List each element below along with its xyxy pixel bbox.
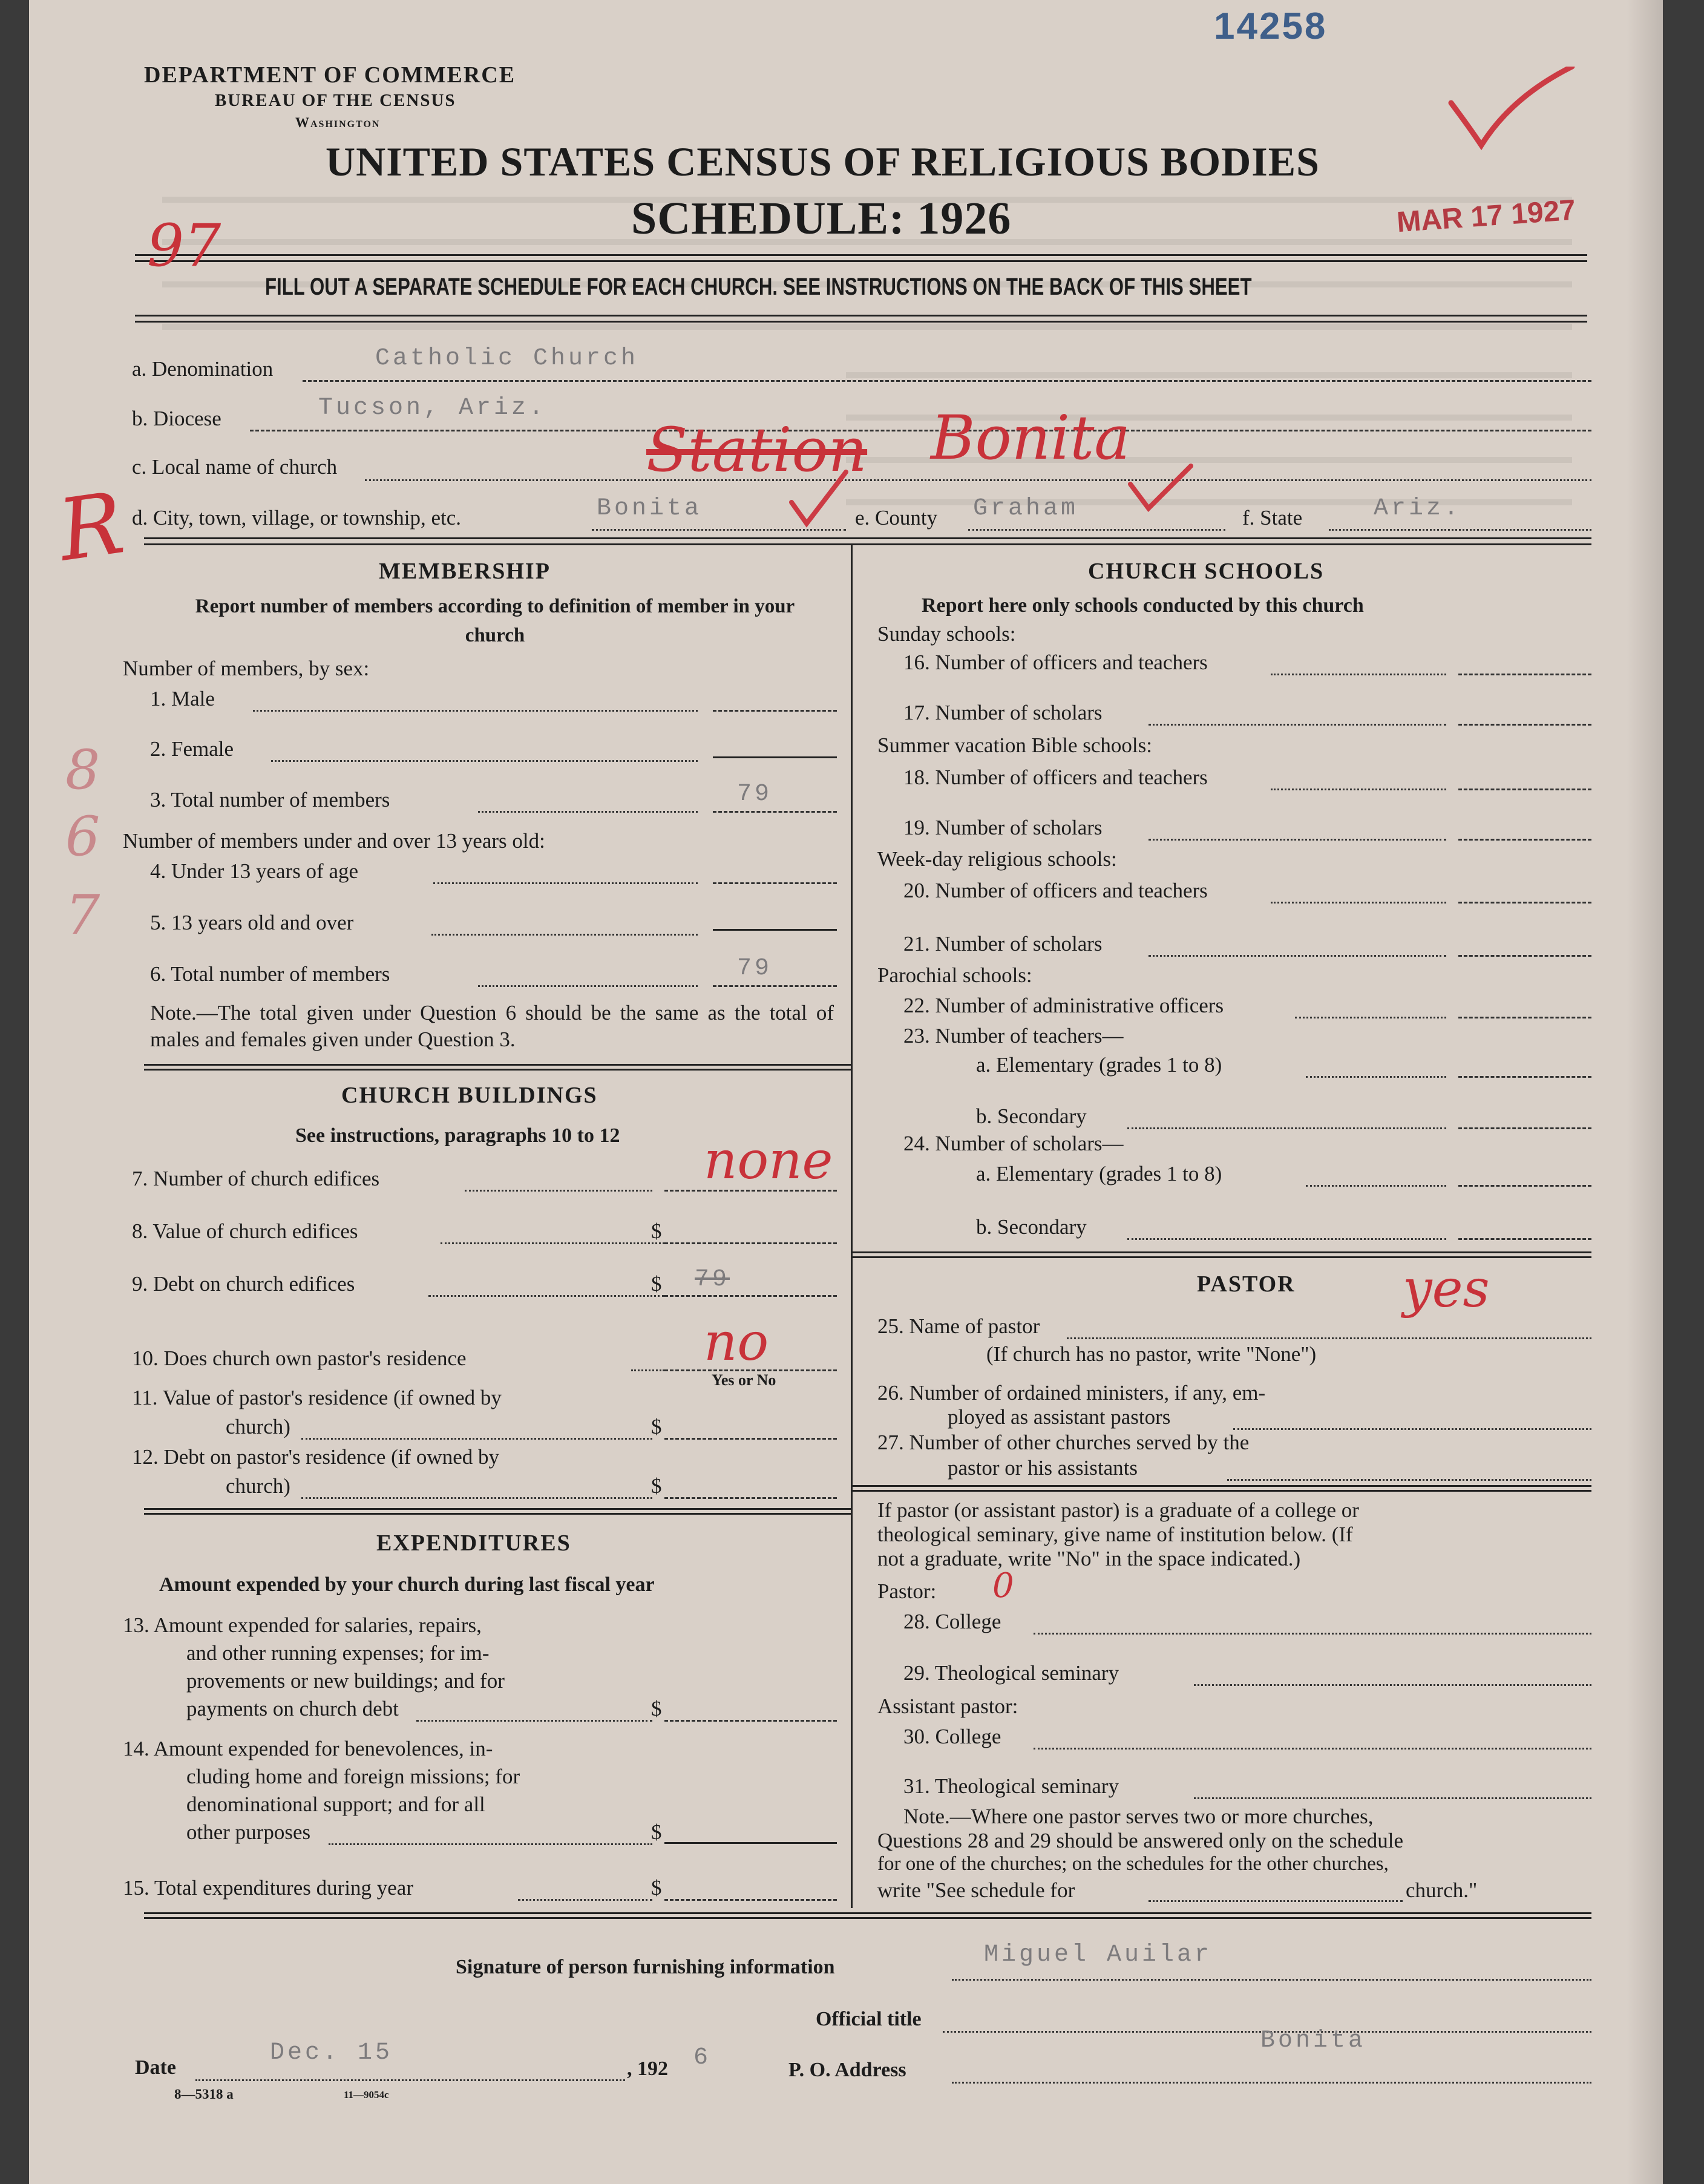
q12-debt-residence-label: 12. Debt on pastor's residence (if owned by	[132, 1445, 499, 1469]
q11-church-label: church)	[226, 1415, 290, 1438]
q23-label: 23. Number of teachers—	[903, 1024, 1124, 1048]
q9-debt-label: 9. Debt on church edifices	[132, 1272, 355, 1296]
members-by-age-label: Number of members under and over 13 years old:	[123, 829, 545, 853]
q17-label: 17. Number of scholars	[903, 701, 1103, 724]
bleed-through-texture	[29, 0, 1663, 2184]
q3-total-label: 3. Total number of members	[150, 788, 390, 812]
po-address-label: P. O. Address	[788, 2059, 906, 2081]
q10-residence-label: 10. Does church own pastor's residence	[132, 1346, 467, 1370]
q8-dollar: $	[651, 1219, 662, 1243]
margin-digit-1: 8	[65, 738, 100, 802]
q30-label: 30. College	[903, 1725, 1001, 1748]
q7-edifices-label: 7. Number of church edifices	[132, 1167, 380, 1190]
members-by-sex-label: Number of members, by sex:	[123, 657, 370, 680]
membership-intro: Report number of members according to definition of member in your church	[195, 595, 795, 646]
q20-label: 20. Number of officers and teachers	[903, 879, 1208, 902]
q15-dollar: $	[651, 1876, 662, 1900]
state-value: Ariz.	[1374, 495, 1462, 522]
parochial-schools-label: Parochial schools:	[877, 963, 1032, 987]
q24a-label: a. Elementary (grades 1 to 8)	[976, 1162, 1222, 1185]
q13-line-2: and other running expenses; for im-	[186, 1641, 490, 1665]
q25-label: 25. Name of pastor	[877, 1314, 1040, 1338]
q7-edifices-value: none	[704, 1130, 833, 1191]
red-check-mark-local	[785, 466, 852, 533]
diocese-label: b. Diocese	[132, 407, 221, 430]
margin-number-annotation: 97	[147, 212, 221, 280]
denomination-label: a. Denomination	[132, 357, 274, 381]
date-label: Date	[135, 2056, 176, 2079]
pastor-subheading: Pastor:	[877, 1579, 937, 1603]
membership-note: Note.—The total given under Question 6 should be the same as the total of males and females given under Question 3.	[150, 1001, 834, 1051]
pastor-note-line-4: write "See schedule for	[877, 1878, 1075, 1902]
pastor-note-line-1: Note.—Where one pastor serves two or more churches,	[903, 1805, 1374, 1828]
graduate-note-line-2: theological seminary, give name of institution below. (If	[877, 1523, 1353, 1546]
q4-under-13-label: 4. Under 13 years of age	[150, 859, 359, 883]
q13-line-3: provements or new buildings; and for	[186, 1669, 505, 1693]
q6-total-label: 6. Total number of members	[150, 962, 390, 986]
q10-yes-no-hint: Yes or No	[712, 1371, 776, 1389]
q11-dollar: $	[651, 1415, 662, 1438]
form-title: UNITED STATES CENSUS OF RELIGIOUS BODIES	[326, 139, 1320, 185]
q28-label: 28. College	[903, 1610, 1001, 1633]
q6-total-value: 79	[737, 955, 773, 982]
q9-debt-value: 79	[695, 1266, 730, 1293]
serial-number: 14258	[1214, 5, 1328, 47]
diocese-value: Tucson, Ariz.	[318, 395, 547, 422]
q22-label: 22. Number of administrative officers	[903, 994, 1224, 1017]
year-digit: 6	[693, 2044, 712, 2071]
pastor-note-line-3: for one of the churches; on the schedules for the other churches,	[877, 1853, 1389, 1875]
denomination-value: Catholic Church	[375, 345, 639, 372]
city-label: d. City, town, village, or township, etc.	[132, 506, 462, 530]
q10-residence-value: no	[704, 1312, 769, 1372]
q26-line-2: ployed as assistant pastors	[948, 1405, 1171, 1429]
graduate-note-line-3: not a graduate, write "No" in the space indicated.)	[877, 1547, 1301, 1570]
graduate-note-line-1: If pastor (or assistant pastor) is a graduate of a college or	[877, 1498, 1359, 1522]
local-name-struck-value: Station	[646, 415, 868, 485]
county-label: e. County	[855, 506, 938, 530]
po-address-value: Bonita	[1260, 2027, 1366, 2054]
margin-digit-2: 6	[65, 805, 100, 868]
instructions-banner: FILL OUT A SEPARATE SCHEDULE FOR EACH CHURCH. SEE INSTRUCTIONS ON THE BACK OF THIS SHEET	[265, 274, 1252, 300]
census-schedule-page	[29, 0, 1663, 2184]
pastor-heading: PASTOR	[1197, 1271, 1296, 1297]
q8-value-label: 8. Value of church edifices	[132, 1219, 358, 1243]
buildings-heading: CHURCH BUILDINGS	[341, 1083, 598, 1108]
q14-line-1: 14. Amount expended for benevolences, in-	[123, 1737, 493, 1760]
schools-intro: Report here only schools conducted by this church	[922, 594, 1364, 617]
q13-dollar: $	[651, 1697, 662, 1720]
schools-heading: CHURCH SCHOOLS	[1088, 559, 1325, 584]
q12-dollar: $	[651, 1474, 662, 1498]
assistant-pastor-subheading: Assistant pastor:	[877, 1694, 1018, 1718]
form-number: 8—5318 a	[174, 2087, 234, 2102]
schedule-title: SCHEDULE: 1926	[631, 193, 1012, 244]
q13-line-1: 13. Amount expended for salaries, repairs,	[123, 1613, 482, 1637]
q3-total-value: 79	[737, 781, 773, 808]
membership-heading: MEMBERSHIP	[379, 559, 551, 584]
q26-line-1: 26. Number of ordained ministers, if any, em-	[877, 1381, 1266, 1405]
expenditures-heading: EXPENDITURES	[376, 1530, 571, 1556]
expenditures-intro: Amount expended by your church during last fiscal year	[159, 1573, 655, 1596]
margin-digit-3: 7	[65, 884, 100, 947]
pastor-note-line-5: church."	[1406, 1878, 1478, 1902]
q25-pastor-value: yes	[1403, 1259, 1490, 1319]
q29-label: 29. Theological seminary	[903, 1661, 1119, 1685]
state-label: f. State	[1242, 506, 1303, 530]
q13-line-4: payments on church debt	[186, 1697, 399, 1720]
margin-letter-annotation: R	[53, 474, 130, 581]
q21-label: 21. Number of scholars	[903, 932, 1103, 956]
city-value: Bonita	[597, 495, 703, 522]
q27-line-1: 27. Number of other churches served by the	[877, 1431, 1250, 1454]
bureau-name: BUREAU OF THE CENSUS	[215, 91, 456, 110]
buildings-intro: See instructions, paragraphs 10 to 12	[295, 1124, 620, 1147]
local-name-label: c. Local name of church	[132, 455, 338, 479]
q23a-label: a. Elementary (grades 1 to 8)	[976, 1053, 1222, 1077]
red-check-mark-top	[1445, 67, 1578, 151]
q5-over-13-label: 5. 13 years old and over	[150, 911, 354, 934]
q11-value-residence-label: 11. Value of pastor's residence (if owned by	[132, 1386, 502, 1409]
q27-line-2: pastor or his assistants	[948, 1456, 1138, 1480]
q23b-label: b. Secondary	[976, 1104, 1087, 1128]
print-number: 11—9054c	[344, 2089, 389, 2100]
q25-hint: (If church has no pastor, write "None")	[986, 1342, 1317, 1366]
q16-label: 16. Number of officers and teachers	[903, 651, 1208, 674]
year-prefix: , 192	[627, 2058, 668, 2080]
sunday-schools-label: Sunday schools:	[877, 622, 1016, 646]
department-name: DEPARTMENT OF COMMERCE	[144, 62, 516, 88]
signature-value: Miguel Auilar	[984, 1941, 1213, 1969]
q19-label: 19. Number of scholars	[903, 816, 1103, 839]
vacation-schools-label: Summer vacation Bible schools:	[877, 733, 1152, 757]
q14-dollar: $	[651, 1820, 662, 1844]
q1-male-label: 1. Male	[150, 687, 215, 710]
bureau-city: Washington	[295, 115, 381, 130]
pastor-note-line-2: Questions 28 and 29 should be answered only on the schedule	[877, 1829, 1404, 1852]
q24-label: 24. Number of scholars—	[903, 1132, 1124, 1155]
weekday-schools-label: Week-day religious schools:	[877, 847, 1117, 871]
q2-female-label: 2. Female	[150, 737, 234, 761]
q14-line-4: other purposes	[186, 1820, 311, 1844]
signature-label: Signature of person furnishing information	[456, 1956, 835, 1978]
q31-label: 31. Theological seminary	[903, 1774, 1119, 1798]
red-check-mark-county	[1124, 460, 1197, 520]
q12-church-label: church)	[226, 1474, 290, 1498]
q9-dollar: $	[651, 1272, 662, 1296]
q14-line-3: denominational support; and for all	[186, 1792, 485, 1816]
q18-label: 18. Number of officers and teachers	[903, 766, 1208, 789]
local-name-value: Bonita	[931, 402, 1130, 473]
county-value: Graham	[973, 495, 1079, 522]
official-title-label: Official title	[816, 2008, 922, 2030]
received-date-stamp: MAR 17 1927	[1395, 194, 1577, 239]
pastor-mark-annotation: 0	[992, 1566, 1014, 1605]
q15-total-label: 15. Total expenditures during year	[123, 1876, 413, 1900]
date-value: Dec. 15	[270, 2039, 393, 2067]
q24b-label: b. Secondary	[976, 1215, 1087, 1239]
q14-line-2: cluding home and foreign missions; for	[186, 1765, 520, 1788]
